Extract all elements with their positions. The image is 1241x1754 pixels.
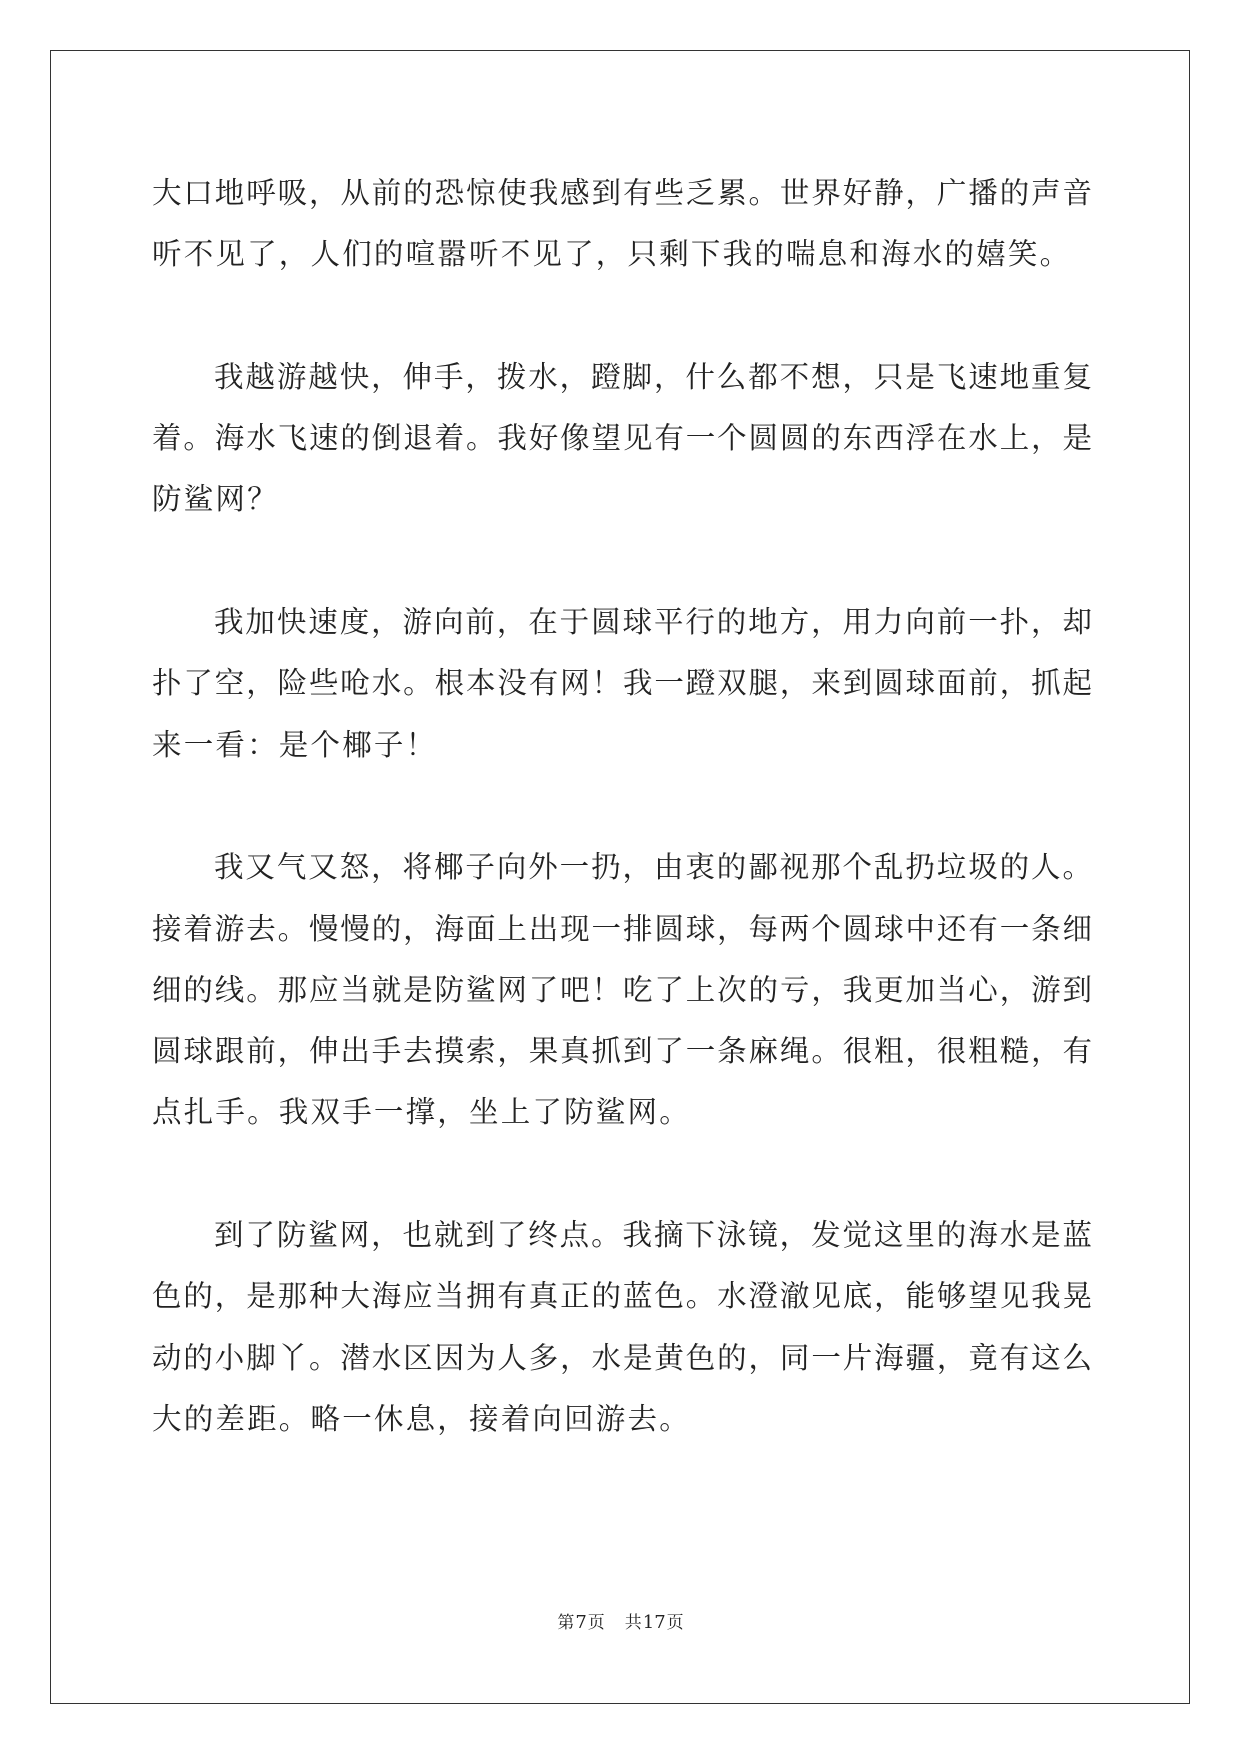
- text-line: 接着游去。慢慢的，海面上出现一排圆球，每两个圆球中还有一条细: [152, 911, 1092, 946]
- text-line: 圆球跟前，伸出手去摸索，果真抓到了一条麻绳。很粗，很粗糙，有: [152, 1034, 1092, 1069]
- page-prefix: 第: [557, 1613, 575, 1633]
- document-body: [152, 163, 1092, 1450]
- text-line: 扑了空，险些呛水。根本没有网！我一蹬双腿，来到圆球面前，抓起: [152, 666, 1092, 701]
- text-line: 大的差距。略一休息，接着向回游去。: [152, 1401, 691, 1436]
- text-line: 到了防鲨网，也就到了终点。我摘下泳镜，发觉这里的海水是蓝: [214, 1218, 1092, 1253]
- total-pages: 17: [642, 1612, 666, 1633]
- text-line: 大口地呼吸，从前的恐惊使我感到有些乏累。世界好静，广播的声音: [152, 176, 1092, 210]
- text-line: 我加快速度，游向前，在于圆球平行的地方，用力向前一扑，却: [214, 605, 1092, 640]
- text-line: 点扎手。我双手一撑，坐上了防鲨网。: [152, 1095, 691, 1130]
- text-line: 色的，是那种大海应当拥有真正的蓝色。水澄澈见底，能够望见我晃: [152, 1279, 1092, 1314]
- text-line: 来一看：是个椰子！: [152, 727, 438, 762]
- page-number: 7: [575, 1612, 587, 1633]
- text-line: 动的小脚丫。潜水区因为人多，水是黄色的，同一片海疆，竟有这么: [152, 1340, 1092, 1375]
- text-line: 着。海水飞速的倒退着。我好像望见有一个圆圆的东西浮在水上，是: [152, 421, 1092, 456]
- text-line: 听不见了，人们的喧嚣听不见了，只剩下我的喘息和海水的嬉笑。: [152, 237, 1072, 272]
- text-line: 我越游越快，伸手，拨水，蹬脚，什么都不想，只是飞速地重复: [214, 359, 1092, 394]
- total-prefix: 共: [624, 1613, 642, 1633]
- page-suffix: 页: [587, 1613, 605, 1633]
- text-line: 细的线。那应当就是防鲨网了吧！吃了上次的亏，我更加当心，游到: [152, 972, 1092, 1007]
- page-footer: [0, 1608, 1241, 1633]
- text-line: 防鲨网？: [152, 482, 279, 517]
- text-line: 我又气又怒，将椰子向外一扔，由衷的鄙视那个乱扔垃圾的人。: [214, 850, 1092, 885]
- total-suffix: 页: [666, 1613, 684, 1633]
